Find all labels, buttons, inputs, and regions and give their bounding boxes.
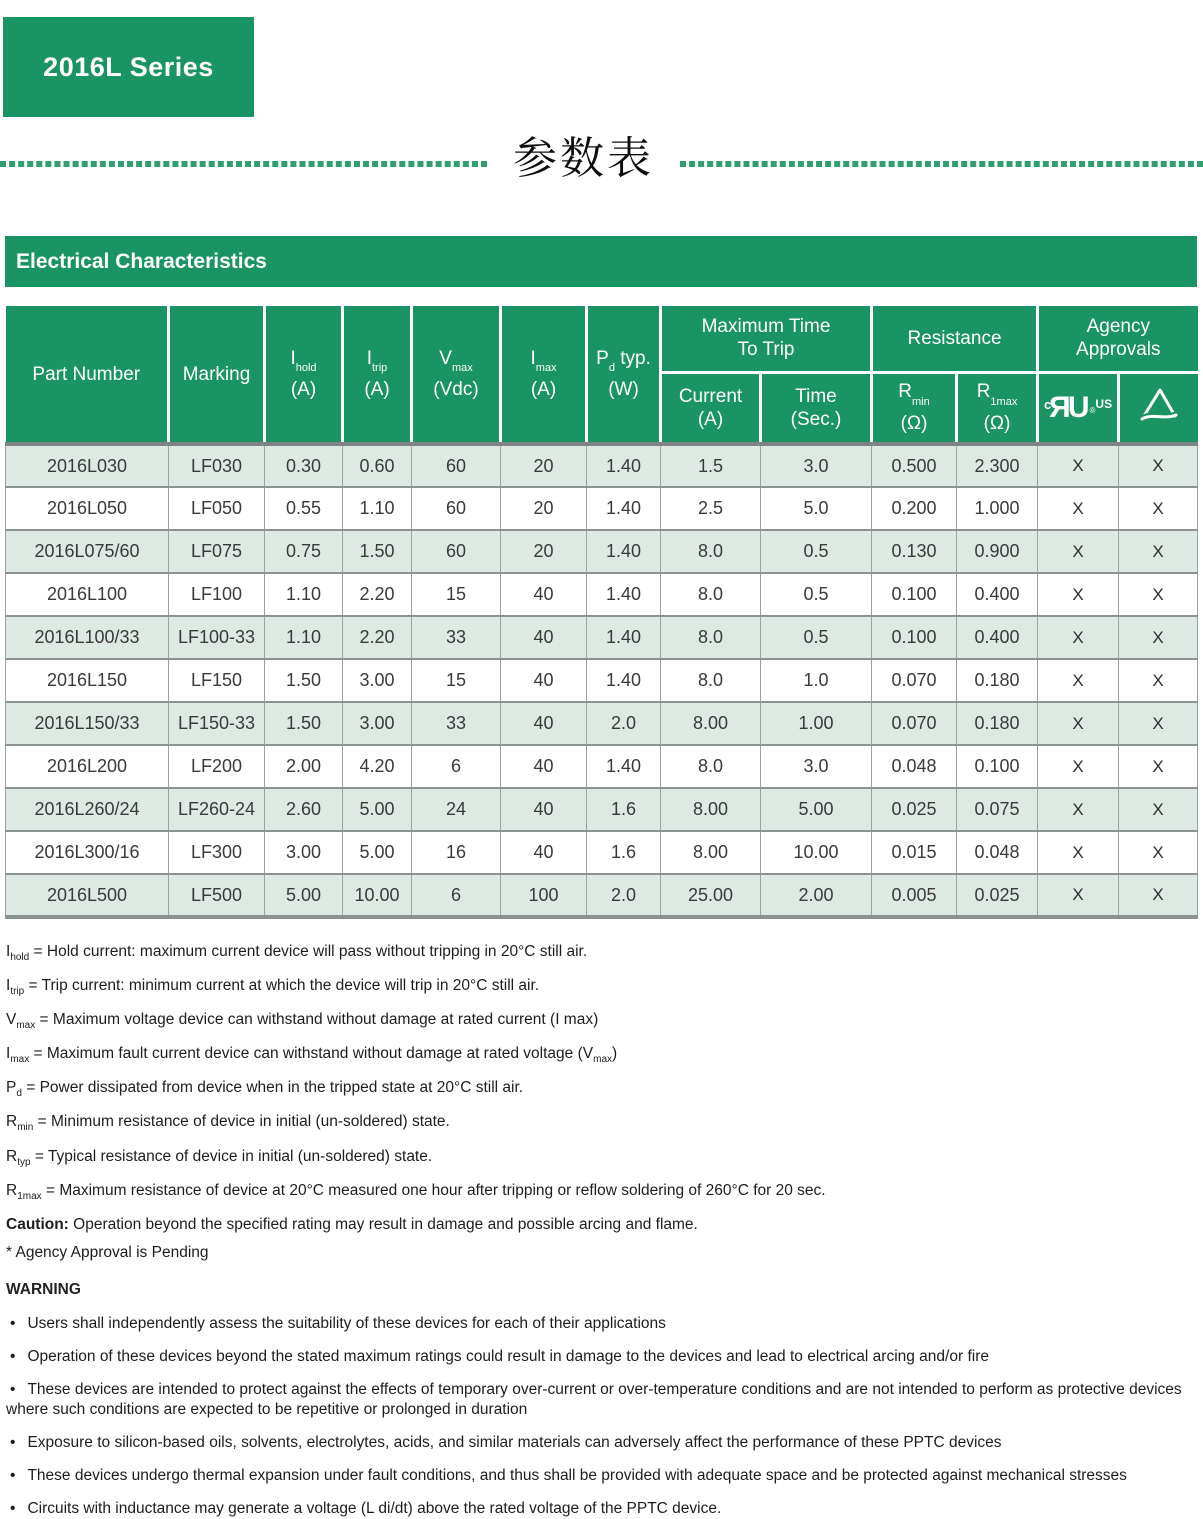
value-cell: 5.0 [761, 487, 872, 530]
agency-approval-cell: X [1038, 702, 1119, 745]
value-cell: 16 [412, 831, 501, 874]
value-cell: 0.60 [343, 444, 412, 487]
value-cell: 0.5 [761, 573, 872, 616]
value-cell: 1.6 [587, 831, 661, 874]
agency-approval-cell: X [1119, 874, 1198, 917]
agency-approval-cell: X [1119, 616, 1198, 659]
notes [6, 938, 1198, 1519]
table-row [6, 702, 1198, 745]
value-cell: 0.30 [265, 444, 343, 487]
value-cell: 1.00 [761, 702, 872, 745]
value-cell: 3.0 [761, 444, 872, 487]
agency-approval-cell: X [1038, 659, 1119, 702]
value-cell: 0.55 [265, 487, 343, 530]
value-cell: 60 [412, 530, 501, 573]
value-cell: 2.00 [265, 745, 343, 788]
agency-approval-cell: X [1119, 702, 1198, 745]
value-cell: 0.075 [957, 788, 1038, 831]
value-cell: 0.130 [872, 530, 957, 573]
part-number-cell: 2016L030 [6, 444, 169, 487]
value-cell: 24 [412, 788, 501, 831]
col-group-resistance [872, 306, 1038, 372]
bullet-icon: • [10, 1499, 16, 1517]
value-cell: 4.20 [343, 745, 412, 788]
bullet-icon: • [10, 1347, 16, 1365]
value-cell: 0.5 [761, 530, 872, 573]
value-cell: 2.0 [587, 702, 661, 745]
value-cell: 5.00 [761, 788, 872, 831]
value-cell: 1.50 [343, 530, 412, 573]
pd-unit: (W) [608, 379, 639, 401]
rmin-symbol: $R_{min}$ [898, 381, 930, 409]
value-cell: 8.0 [661, 530, 761, 573]
value-cell: 6 [412, 745, 501, 788]
value-cell: 3.00 [265, 831, 343, 874]
value-cell: 1.6 [587, 788, 661, 831]
value-cell: 0.400 [957, 573, 1038, 616]
value-cell: 0.100 [872, 573, 957, 616]
value-cell: 0.500 [872, 444, 957, 487]
max-time-line2: To Trip [737, 339, 795, 361]
value-cell: 0.100 [872, 616, 957, 659]
value-cell: 1.40 [587, 745, 661, 788]
table-body [6, 444, 1198, 917]
agency-line1: Agency [1086, 316, 1150, 338]
value-cell: LF100 [169, 573, 265, 616]
warning-list [6, 1314, 1198, 1519]
agency-approval-cell: X [1038, 530, 1119, 573]
agency-approval-cell: X [1119, 487, 1198, 530]
footnote-line: Caution: Operation beyond the specified rating may result in damage and possible arcing and flame. [6, 1215, 698, 1233]
value-cell: 33 [412, 616, 501, 659]
value-cell: LF260-24 [169, 788, 265, 831]
value-cell: 3.0 [761, 745, 872, 788]
bullet-icon: • [10, 1466, 16, 1484]
col-header-cul-us [1038, 372, 1119, 444]
value-cell: 0.070 [872, 659, 957, 702]
col-header-r1max [957, 372, 1038, 444]
agency-approval-cell: X [1038, 616, 1119, 659]
value-cell: 5.00 [265, 874, 343, 917]
value-cell: 1.50 [265, 659, 343, 702]
value-cell: 1.40 [587, 487, 661, 530]
value-cell: 5.00 [343, 831, 412, 874]
value-cell: 40 [501, 659, 587, 702]
value-cell: 33 [412, 702, 501, 745]
footnote-line: $I_{trip}$ = Trip current: minimum current at which the device will trip in 20°C still air. [6, 977, 540, 998]
value-cell: 1.10 [265, 573, 343, 616]
dashed-rule-left [0, 161, 487, 167]
value-cell: LF150-33 [169, 702, 265, 745]
part-number-cell: 2016L100 [6, 573, 169, 616]
agency-approval-cell: X [1119, 659, 1198, 702]
agency-approval-cell: X [1119, 831, 1198, 874]
col-header-agency-triangle [1119, 372, 1198, 444]
value-cell: 25.00 [661, 874, 761, 917]
value-cell: 0.900 [957, 530, 1038, 573]
agency-approval-cell: X [1119, 573, 1198, 616]
col-header-trip-time: Time (Sec.) [761, 372, 872, 444]
value-cell: 8.00 [661, 702, 761, 745]
value-cell: 0.048 [872, 745, 957, 788]
value-cell: LF300 [169, 831, 265, 874]
value-cell: 15 [412, 573, 501, 616]
value-cell: 0.180 [957, 702, 1038, 745]
series-badge-label: 2016L Series [43, 51, 214, 82]
footnote-line: $R_{typ}$ = Typical resistance of device in initial (un-soldered) state. [6, 1147, 433, 1168]
footnote-line: $I_{max}$ = Maximum fault current device can withstand without damage at rated voltage $(V_{max})$ [6, 1045, 618, 1066]
agency-triangle-icon [1138, 387, 1180, 423]
marking-label: Marking [182, 363, 251, 385]
ihold-symbol: $I_{hold}$ [290, 347, 317, 375]
agency-approval-cell: X [1038, 874, 1119, 917]
value-cell: LF200 [169, 745, 265, 788]
table-row [6, 487, 1198, 530]
value-cell: LF150 [169, 659, 265, 702]
value-cell: 40 [501, 702, 587, 745]
value-cell: 8.0 [661, 659, 761, 702]
footnote-line: $V_{max}$ = Maximum voltage device can withstand without damage at rated current (I max) [6, 1011, 599, 1032]
table-row [6, 530, 1198, 573]
warning-bullet: • Circuits with inductance may generate a voltage (L di/dt) above the rated voltage of the PPTC device. [10, 1499, 722, 1517]
value-cell: 2.300 [957, 444, 1038, 487]
part-number-cell: 2016L150/33 [6, 702, 169, 745]
agency-approval-cell: X [1038, 487, 1119, 530]
agency-approval-cell: X [1119, 530, 1198, 573]
col-header-pd-typ [587, 306, 661, 444]
footnote-line: $R_{min}$ = Minimum resistance of device in initial (un-soldered) state. [6, 1113, 450, 1134]
value-cell: 40 [501, 573, 587, 616]
value-cell: 0.75 [265, 530, 343, 573]
col-group-max-time-to-trip [661, 306, 872, 372]
table-row [6, 831, 1198, 874]
dashed-rule-right [680, 161, 1203, 167]
col-header-marking [169, 306, 265, 444]
value-cell: 2.00 [761, 874, 872, 917]
col-header-part-number [6, 306, 169, 444]
agency-approval-cell: X [1119, 788, 1198, 831]
value-cell: 1.40 [587, 659, 661, 702]
value-cell: 1.5 [661, 444, 761, 487]
value-cell: 15 [412, 659, 501, 702]
value-cell: 1.10 [343, 487, 412, 530]
value-cell: 8.0 [661, 616, 761, 659]
value-cell: 8.0 [661, 745, 761, 788]
col-header-vmax [412, 306, 501, 444]
value-cell: 20 [501, 487, 587, 530]
value-cell: 0.005 [872, 874, 957, 917]
bullet-icon: • [10, 1314, 16, 1332]
table-row [6, 573, 1198, 616]
agency-approval-cell: X [1038, 444, 1119, 487]
r1max-symbol: $R_{1max}$ [976, 381, 1018, 409]
footnote-line: $I_{hold}$ = Hold current: maximum current device will pass without tripping in 20°C still air. [6, 943, 588, 964]
cul-us-icon: c R U ® US [1043, 391, 1113, 425]
value-cell: 2.0 [587, 874, 661, 917]
value-cell: 1.10 [265, 616, 343, 659]
warning-heading: WARNING [6, 1280, 81, 1298]
value-cell: 60 [412, 487, 501, 530]
part-number-cell: 2016L150 [6, 659, 169, 702]
value-cell: 1.0 [761, 659, 872, 702]
value-cell: LF500 [169, 874, 265, 917]
vmax-unit: (Vdc) [433, 379, 479, 401]
part-number-cell: 2016L100/33 [6, 616, 169, 659]
value-cell: 0.015 [872, 831, 957, 874]
warning-bullet: • These devices undergo thermal expansion under fault conditions, and thus shall be provided with adequate space and be protected against mechanical stresses [10, 1466, 1127, 1484]
resistance-label: Resistance [907, 327, 1002, 349]
value-cell: 1.50 [265, 702, 343, 745]
agency-line2: Approvals [1076, 339, 1161, 361]
value-cell: 1.40 [587, 573, 661, 616]
warning-bullet: • Users shall independently assess the suitability of these devices for each of their applications [10, 1314, 666, 1332]
part-number-cell: 2016L300/16 [6, 831, 169, 874]
col-header-itrip [343, 306, 412, 444]
agency-approval-cell: X [1038, 745, 1119, 788]
footnote-line: $R_{1max}$ = Maximum resistance of device at 20°C measured one hour after tripping or reflow soldering of 260°C for 20 sec. [6, 1181, 826, 1202]
col-header-trip-current: Current (A) [661, 372, 761, 444]
value-cell: 0.025 [957, 874, 1038, 917]
part-number-cell: 2016L075/60 [6, 530, 169, 573]
value-cell: 10.00 [761, 831, 872, 874]
section-divider [0, 130, 1203, 188]
value-cell: 10.00 [343, 874, 412, 917]
agency-approval-cell: X [1038, 831, 1119, 874]
value-cell: 2.20 [343, 573, 412, 616]
value-cell: 60 [412, 444, 501, 487]
footnote-line: * Agency Approval is Pending [6, 1243, 209, 1261]
table-row [6, 616, 1198, 659]
value-cell: 100 [501, 874, 587, 917]
value-cell: 40 [501, 831, 587, 874]
value-cell: 6 [412, 874, 501, 917]
part-number-label: Part Number [32, 363, 141, 385]
agency-approval-cell: X [1119, 444, 1198, 487]
table-row [6, 659, 1198, 702]
value-cell: 2.20 [343, 616, 412, 659]
col-header-rmin [872, 372, 957, 444]
part-number-cell: 2016L200 [6, 745, 169, 788]
warning-bullet: • Operation of these devices beyond the stated maximum ratings could result in damage to the devices and lead to electrical arcing and/or fire [10, 1347, 989, 1365]
value-cell: LF100-33 [169, 616, 265, 659]
pd-symbol: $P_d$ typ. [596, 347, 651, 375]
value-cell: 20 [501, 530, 587, 573]
col-header-ihold [265, 306, 343, 444]
rmin-unit: (Ω) [900, 413, 928, 435]
table-row [6, 745, 1198, 788]
series-badge [3, 17, 254, 117]
section-title-cn: 参数表 [513, 133, 654, 184]
agency-approval-cell: X [1038, 788, 1119, 831]
value-cell: 40 [501, 788, 587, 831]
itrip-unit: (A) [364, 379, 390, 401]
value-cell: 1.40 [587, 530, 661, 573]
value-cell: 5.00 [343, 788, 412, 831]
value-cell: 0.070 [872, 702, 957, 745]
value-cell: 1.40 [587, 616, 661, 659]
value-cell: 2.60 [265, 788, 343, 831]
max-time-line1: Maximum Time [701, 316, 831, 338]
value-cell: 40 [501, 745, 587, 788]
table-row [6, 874, 1198, 917]
value-cell: 3.00 [343, 659, 412, 702]
value-cell: 0.200 [872, 487, 957, 530]
imax-unit: (A) [530, 379, 557, 401]
part-number-cell: 2016L050 [6, 487, 169, 530]
value-cell: LF050 [169, 487, 265, 530]
value-cell: 0.048 [957, 831, 1038, 874]
value-cell: 20 [501, 444, 587, 487]
section-bar-title: Electrical Characteristics [16, 249, 267, 273]
agency-approval-cell: X [1119, 745, 1198, 788]
value-cell: 8.0 [661, 573, 761, 616]
value-cell: 2.5 [661, 487, 761, 530]
table-row [6, 788, 1198, 831]
value-cell: 0.180 [957, 659, 1038, 702]
value-cell: 0.025 [872, 788, 957, 831]
part-number-cell: 2016L500 [6, 874, 169, 917]
itrip-symbol: $I_{trip}$ [366, 347, 388, 375]
vmax-symbol: $V_{max}$ [439, 347, 473, 375]
value-cell: 8.00 [661, 831, 761, 874]
value-cell: 1.40 [587, 444, 661, 487]
value-cell: 3.00 [343, 702, 412, 745]
bullet-icon: • [10, 1380, 16, 1398]
value-cell: 8.00 [661, 788, 761, 831]
imax-symbol: $I_{max}$ [530, 347, 557, 375]
ihold-unit: (A) [290, 379, 317, 401]
warning-bullet: • These devices are intended to protect against the effects of temporary over-current or over-temperature conditions and are not intended to perform as protective devices where such conditions are expected to be repetitive or prolonged in duration [6, 1380, 1182, 1418]
col-group-agency-approvals [1038, 306, 1198, 372]
table-row [6, 444, 1198, 487]
electrical-characteristics-table [5, 306, 1198, 919]
value-cell: LF075 [169, 530, 265, 573]
r1max-unit: (Ω) [983, 413, 1011, 435]
bullet-icon: • [10, 1433, 16, 1451]
part-number-cell: 2016L260/24 [6, 788, 169, 831]
value-cell: LF030 [169, 444, 265, 487]
footnote-line: $P_d$ = Power dissipated from device when in the tripped state at 20°C still air. [6, 1079, 524, 1100]
agency-approval-cell: X [1038, 573, 1119, 616]
col-header-imax [501, 306, 587, 444]
value-cell: 0.100 [957, 745, 1038, 788]
value-cell: 1.000 [957, 487, 1038, 530]
section-bar [5, 236, 1197, 287]
value-cell: 0.400 [957, 616, 1038, 659]
warning-bullet: • Exposure to silicon-based oils, solvents, electrolytes, acids, and similar materials can adversely affect the performance of these PPTC devices [10, 1433, 1002, 1451]
value-cell: 0.5 [761, 616, 872, 659]
value-cell: 40 [501, 616, 587, 659]
